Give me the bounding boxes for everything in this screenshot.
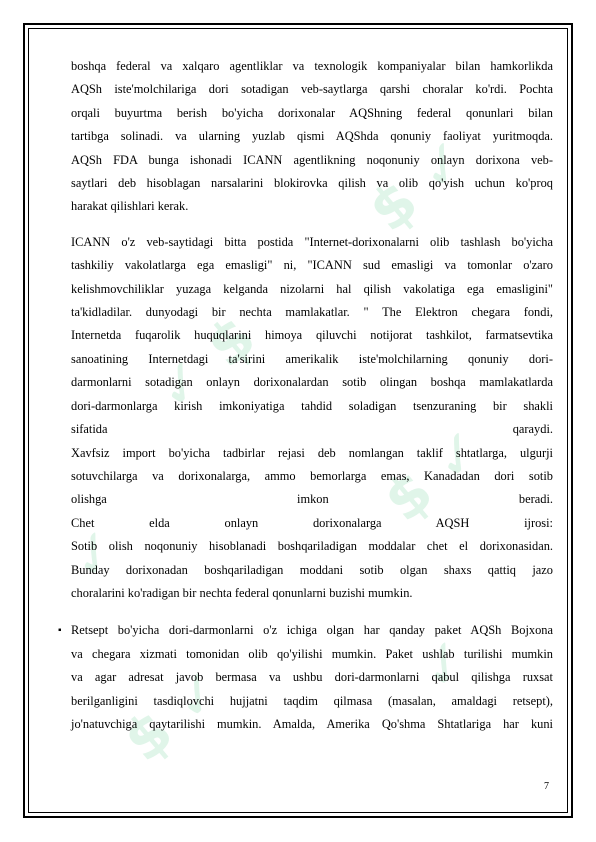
- text-line: Sotib olish noqonuniy hisoblanadi boshqariladigan moddalar chet el dorixonasidan.: [71, 539, 553, 554]
- watermark-logo: $ ✓: [370, 412, 499, 536]
- watermark-logo: ✓: [53, 512, 135, 596]
- text-line: saytlari deb hisoblagan narsalarini blokirovka qilish va olib qo'yish uchun ko'proq: [71, 176, 553, 191]
- watermark-logo: ✓: [403, 622, 485, 706]
- watermark-logo: $ ✓: [110, 652, 239, 776]
- text-line: jo'natuvchiga qaytarilishi mumkin. Amalda, Amerika Qo'shma Shtatlariga har kuni: [71, 716, 553, 731]
- text-line: choralarini ko'radigan bir nechta federal qonunlarni buzishi mumkin.: [71, 585, 413, 600]
- paragraph-1: [71, 55, 553, 219]
- text-line: darmonlarni sotadigan onlayn dorixonalardan sotib olingan boshqa mamlakatlarda: [71, 375, 553, 390]
- text-line: ICANN o'z veb-saytidagi bitta postida "Internet-dorixonalarni olib tashlash bo'yicha: [71, 234, 553, 249]
- text-line: sifatida qaraydi.: [71, 422, 553, 437]
- text-line: AQSh FDA bunga ishonadi ICANN agentlikning noqonuniy onlayn dorixona veb-: [71, 152, 553, 167]
- text-line: harakat qilishlari kerak.: [71, 199, 189, 214]
- text-line: Xavfsiz import bo'yicha tadbirlar rejasi deb nomlangan taklif shtatlarga, ulgurji: [71, 445, 553, 460]
- text-line: boshqa federal va xalqaro agentliklar va texnologik kompaniyalar bilan hamkorlikda: [71, 59, 553, 73]
- text-line: Chet elda onlayn dorixonalarga AQSH ijrosi:: [71, 515, 553, 530]
- text-line: orqali buyurtma berish bo'yicha dorixonalar AQShning federal qonunlari bilan: [71, 105, 553, 120]
- text-line: ta'kidladilar. dunyodagi bir nechta mamlakatlar. " The Elektron chegara fondi,: [71, 305, 553, 320]
- text-line: Bunday dorixonadan boshqariladigan moddani sotib olgan shaxs qattiq jazo: [71, 562, 553, 577]
- bullet-item: [58, 619, 553, 736]
- text-line: Internetda fuqarolik huquqlarini himoya qiluvchi notijorat tashkilot, farmatsevtika: [71, 328, 553, 343]
- text-line: va chegara xizmati tomonidan olib qo'yilishi mumkin. Paket ushlab turilishi mumkin: [71, 646, 553, 661]
- text-line: berilganligini tasdiqlovchi hujjatni taqdim qilmasa (masalan, amaldagi retsept),: [71, 693, 553, 708]
- text-line: AQSh iste'molchilariga dori sotadigan veb-saytlarga qarshi choralar ko'rdi. Pochta: [71, 82, 553, 97]
- text-line: sotuvchilarga va dorixonalarga, ammo bemorlarga emas, Kanadadan dori sotib: [71, 468, 553, 483]
- watermark-logo: $ ✓: [355, 122, 484, 246]
- text-line: va agar adresat javob bermasa va ushbu dori-darmonlarni qabul qilishga ruxsat: [71, 670, 553, 685]
- text-line: sanoatining Internetdagi ta'sirini amerikalik iste'molchilarning qonuniy dori-: [71, 351, 553, 366]
- text-line: olishga imkon beradi.: [71, 492, 553, 507]
- paragraph-2: [71, 231, 553, 606]
- text-line: dori-darmonlarga kirish imkoniyatiga tahdid soladigan tsenzuraning bir shakli: [71, 398, 553, 413]
- text-line: tashkiliy vakolatlarga ega emasligi" ni, "ICANN sud emasligi va tomonlar o'zaro: [71, 258, 553, 273]
- page-number: 7: [544, 781, 549, 792]
- watermark-logo: ✓ $: [140, 302, 269, 426]
- document-body: [58, 55, 553, 736]
- bullet-icon: ▪: [58, 625, 62, 637]
- text-line: tartibga solinadi. va ularning yuzlab qismi AQShda qonuniy faoliyat yuritmoqda.: [71, 129, 553, 144]
- text-line: Retsept bo'yicha dori-darmonlarni o'z ichiga olgan har qanday paket AQSh Bojxona: [71, 623, 553, 638]
- text-line: kelishmovchiliklar yuzaga kelganda nizolarni hal qilish vakolatiga ega emasligini": [71, 281, 553, 296]
